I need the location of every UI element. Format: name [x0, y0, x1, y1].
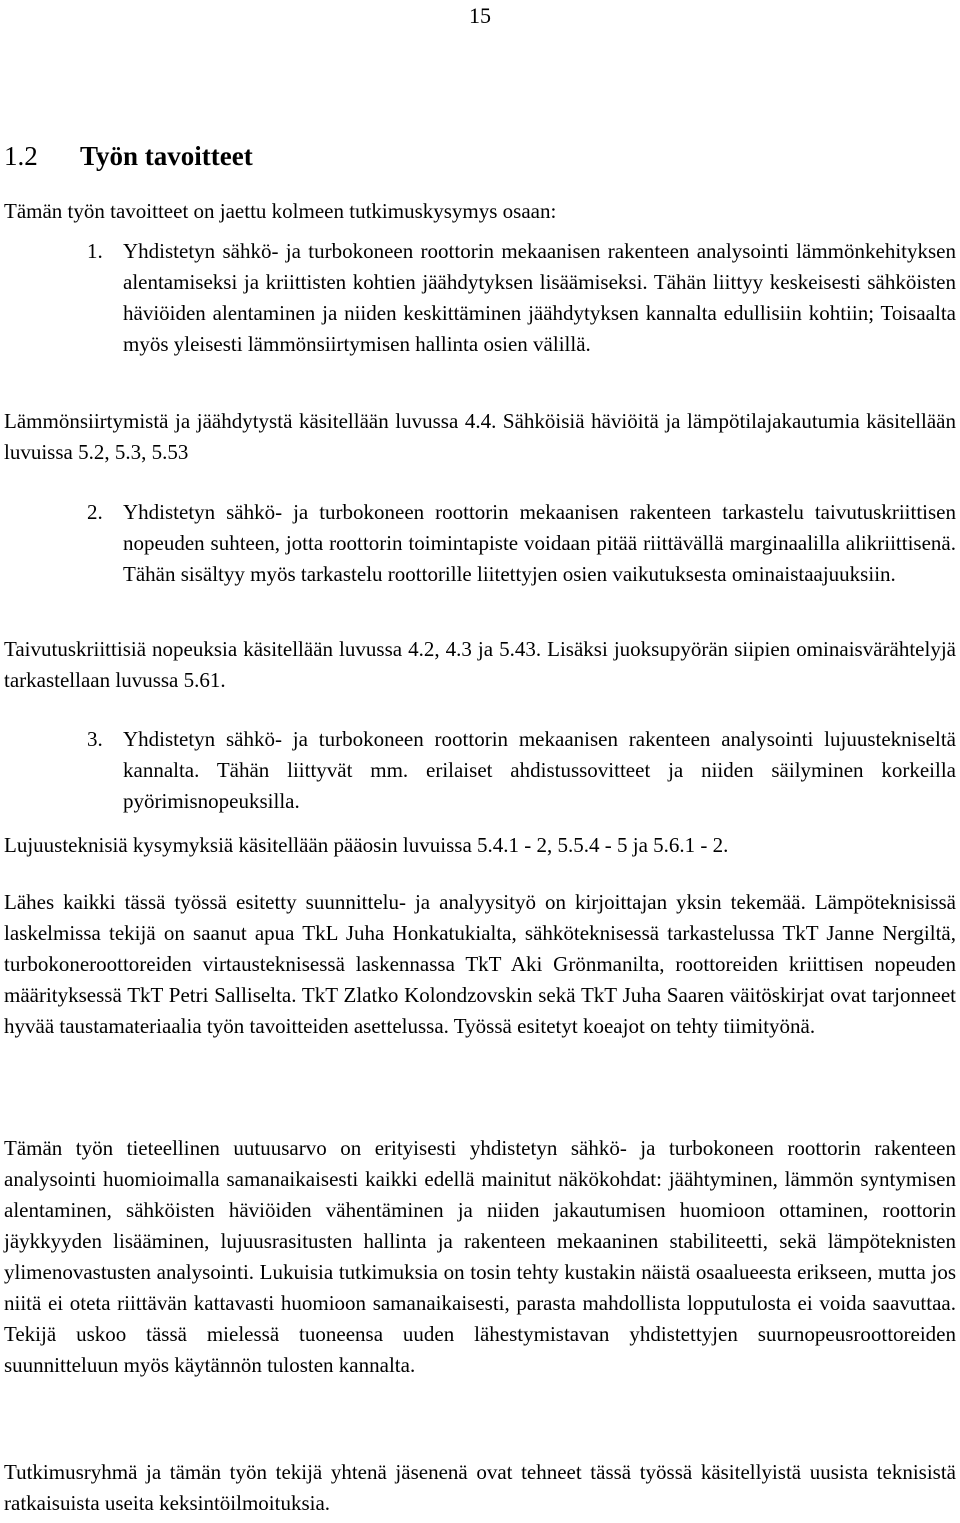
- page-number: 15: [469, 3, 491, 28]
- goal-note-1: Lämmönsiirtymistä ja jäähdytystä käsitellään luvussa 4.4. Sähköisiä häviöitä ja lämpötilajakautumia käsitellään luvuissa 5.2, 5.3, 5.53: [4, 409, 956, 464]
- paragraph-novelty: Tämän työn tieteellinen uutuusarvo on erityisesti yhdistetyn sähkö- ja turbokoneen roottorin rakenteen analysointi huomioimalla samanaikaisesti kaikki edellä mainitut näkökohdat: jäähtyminen, lämmön syntymisen alentaminen, sähköisten häviöiden vähentäminen ja niiden jakautumisen huomioon ottaminen, roottorin jäykkyyden lisääminen, lujuusrasitusten hallinta ja rakenteen mekaaninen stabiliteetti, sekä lämpöteknisten ylimenovastusten analysointi. Lukuisia tutkimuksia on tosin tehty kustakin näistä osaalueesta erikseen, mutta jos niitä ei oteta riittävän kattavasti huomioon samanaikaisesti, parasta mahdollista lopputulosta ei voida saavuttaa. Tekijä uskoo tässä mielessä tuoneensa uuden lähestymistavan yhdistettyjen suurnopeusroottoreiden suunnitteluun myös käytännön tulosten kannalta.: [4, 1136, 956, 1377]
- goal-note-2: Taivutuskriittisiä nopeuksia käsitellään luvussa 4.2, 4.3 ja 5.43. Lisäksi juoksupyörän siipien ominaisvärähtelyjä tarkastellaan luvussa 5.61.: [4, 637, 956, 692]
- paragraph-contributions: Lähes kaikki tässä työssä esitetty suunnittelu- ja analyysityö on kirjoittajan yksin tekemää. Lämpöteknisissä laskelmissa tekijä on saanut apua TkL Juha Honkatukialta, sähköteknisessä tarkastelussa TkT Janne Nergiltä, turbokoneroottoreiden virtausteknisessä laskennassa TkT Aki Grönmanilta, roottoreiden kriittisen nopeuden määrityksessä TkT Petri Salliselta. TkT Zlatko Kolondzovskin sekä TkT Juha Saaren väitöskirjat ovat tarjonneet hyvää taustamateriaalia työn tavoitteiden asettelussa. Työssä esitetyt koeajot on tehty tiimityönä.: [4, 890, 956, 1038]
- goal-text: Yhdistetyn sähkö- ja turbokoneen roottorin mekaanisen rakenteen analysointi lujuustekniseltä kannalta. Tähän liittyvät mm. erilaiset ahdistussovitteet ja niiden säilyminen korkeilla pyörimisnopeuksilla.: [123, 727, 956, 813]
- goal-text: Yhdistetyn sähkö- ja turbokoneen roottorin mekaanisen rakenteen tarkastelu taivutuskriittisen nopeuden suhteen, jotta roottorin toimintapiste voidaan pitää riittävällä marginaalilla alikriittisenä. Tähän sisältyy myös tarkastelu roottorille liitettyjen osien vaikutuksesta ominaistaajuuksiin.: [123, 500, 956, 586]
- goal-marker: 3.: [87, 727, 103, 751]
- goal-item-3: [87, 724, 956, 817]
- goal-note-3: Lujuusteknisiä kysymyksiä käsitellään pääosin luvuissa 5.4.1 - 2, 5.5.4 - 5 ja 5.6.1 - 2.: [4, 833, 729, 857]
- goal-marker: 2.: [87, 500, 103, 524]
- section-title: Työn tavoitteet: [80, 141, 253, 171]
- goal-item-2: [87, 497, 956, 590]
- goal-text: Yhdistetyn sähkö- ja turbokoneen roottorin mekaanisen rakenteen analysointi lämmönkehityksen alentamiseksi ja kriittisten kohtien jäähdytyksen lisäämiseksi. Tähän liittyy keskeisesti sähköisten häviöiden alentaminen ja niiden keskittäminen jäähdytyksen kannalta edullisiin kohtiin; Toisaalta myös yleisesti lämmönsiirtymisen hallinta osien välillä.: [123, 239, 956, 356]
- paragraph-inventions: Tutkimusryhmä ja tämän työn tekijä yhtenä jäsenenä ovat tehneet tässä työssä käsitellyistä uusista teknisistä ratkaisuista useita keksintöilmoituksia.: [4, 1460, 956, 1515]
- intro-paragraph: Tämän työn tavoitteet on jaettu kolmeen tutkimuskysymys osaan:: [4, 199, 557, 223]
- section-number: 1.2: [4, 141, 38, 171]
- goal-item-1: [87, 236, 956, 360]
- goal-marker: 1.: [87, 239, 103, 263]
- section-heading: [4, 140, 253, 172]
